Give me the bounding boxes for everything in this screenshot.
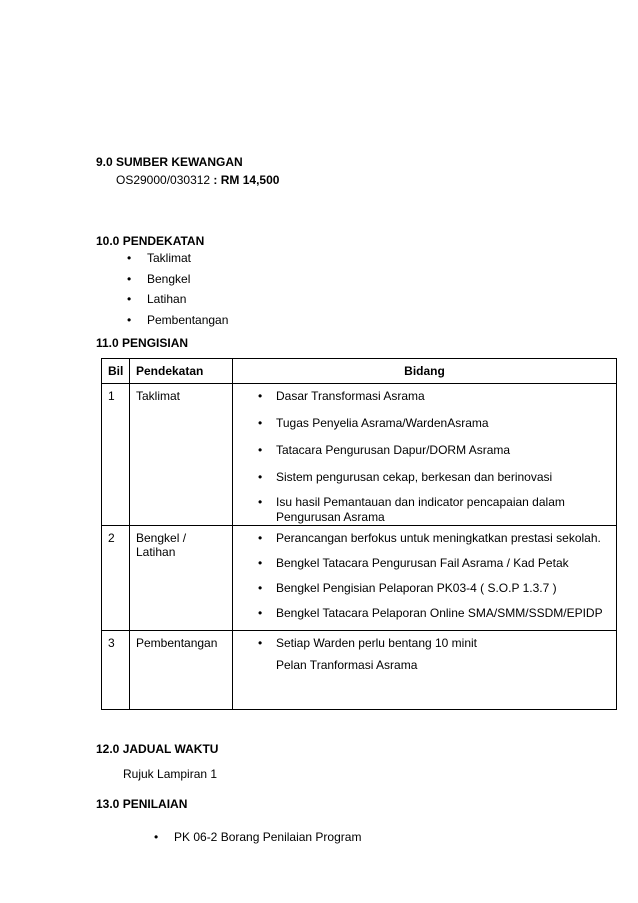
list-item: • Taklimat (127, 251, 192, 265)
section-heading-sumber-kewangan: 9.0 SUMBER KEWANGAN (96, 155, 243, 169)
list-item: • Sistem pengurusan cekap, berkesan dan berinovasi (258, 470, 553, 484)
list-item: • Isu hasil Pemantauan dan indicator pencapaian dalam Pengurusan Asrama (258, 495, 565, 524)
list-item: • Latihan (127, 292, 187, 306)
budget-code: OS29000/030312 (116, 173, 211, 187)
penilaian-list (154, 829, 454, 850)
column-header-bil: Bil (102, 359, 130, 384)
row-pendekatan: Bengkel / Latihan (136, 531, 187, 559)
section-heading-pengisian: 11.0 PENGISIAN (96, 336, 189, 350)
list-item: • Bengkel Tatacara Pelaporan Online SMA/SMM/SSDM/EPIDP (258, 606, 603, 620)
list-item: • Pembentangan (127, 312, 229, 327)
bidang-list (233, 526, 616, 621)
list-item: • Tatacara Pengurusan Dapur/DORM Asrama (258, 443, 511, 457)
bullet-icon: • (154, 830, 159, 844)
list-item: • Bengkel (127, 271, 191, 286)
bullet-icon: • (127, 251, 132, 265)
bidang-list (233, 384, 616, 525)
table-row (102, 384, 617, 526)
pengisian-table (101, 358, 617, 710)
section-heading-jadual-waktu: 12.0 JADUAL WAKTU (96, 742, 219, 756)
row-pendekatan: Pembentangan (136, 636, 218, 650)
bullet-icon: • (258, 389, 263, 403)
bullet-icon: • (258, 531, 263, 545)
bullet-icon: • (258, 443, 263, 457)
jadual-text: Rujuk Lampiran 1 (123, 767, 218, 781)
table-row (102, 526, 617, 631)
bullet-icon: • (127, 271, 132, 286)
list-item: • Tugas Penyelia Asrama/WardenAsrama (258, 416, 489, 430)
pendekatan-list (127, 250, 327, 332)
list-item: • Bengkel Tatacara Pengurusan Fail Asrama / Kad Petak (258, 556, 569, 570)
budget-line (116, 173, 279, 187)
bullet-icon: • (258, 606, 263, 620)
bullet-icon: • (258, 556, 263, 570)
bullet-icon: • (258, 416, 263, 430)
row-extra-text: Pelan Tranformasi Asrama (276, 658, 418, 672)
bullet-icon: • (258, 495, 263, 509)
column-header-pendekatan: Pendekatan (130, 359, 233, 384)
list-item: • Setiap Warden perlu bentang 10 minit (258, 636, 478, 650)
bullet-icon: • (127, 292, 132, 306)
list-item: • Perancangan berfokus untuk meningkatkan prestasi sekolah. (258, 531, 601, 545)
column-header-bidang: Bidang (233, 359, 617, 384)
row-bil: 3 (108, 636, 115, 650)
table-header-row (102, 359, 617, 384)
section-heading-pendekatan: 10.0 PENDEKATAN (96, 234, 205, 248)
list-item: • Bengkel Pengisian Pelaporan PK03-4 ( S.O.P 1.3.7 ) (258, 581, 557, 595)
bullet-icon: • (127, 312, 132, 327)
list-item: • PK 06-2 Borang Penilaian Program (154, 830, 362, 844)
row-bil: 2 (108, 531, 115, 545)
bullet-icon: • (258, 581, 263, 595)
list-item: • Dasar Transformasi Asrama (258, 389, 425, 403)
bidang-list (233, 631, 616, 658)
row-bil: 1 (108, 389, 115, 403)
bullet-icon: • (258, 636, 263, 650)
table-row (102, 631, 617, 710)
section-heading-penilaian: 13.0 PENILAIAN (96, 797, 188, 811)
bullet-icon: • (258, 470, 263, 484)
row-pendekatan: Taklimat (136, 389, 181, 403)
budget-amount: : RM 14,500 (210, 173, 280, 187)
